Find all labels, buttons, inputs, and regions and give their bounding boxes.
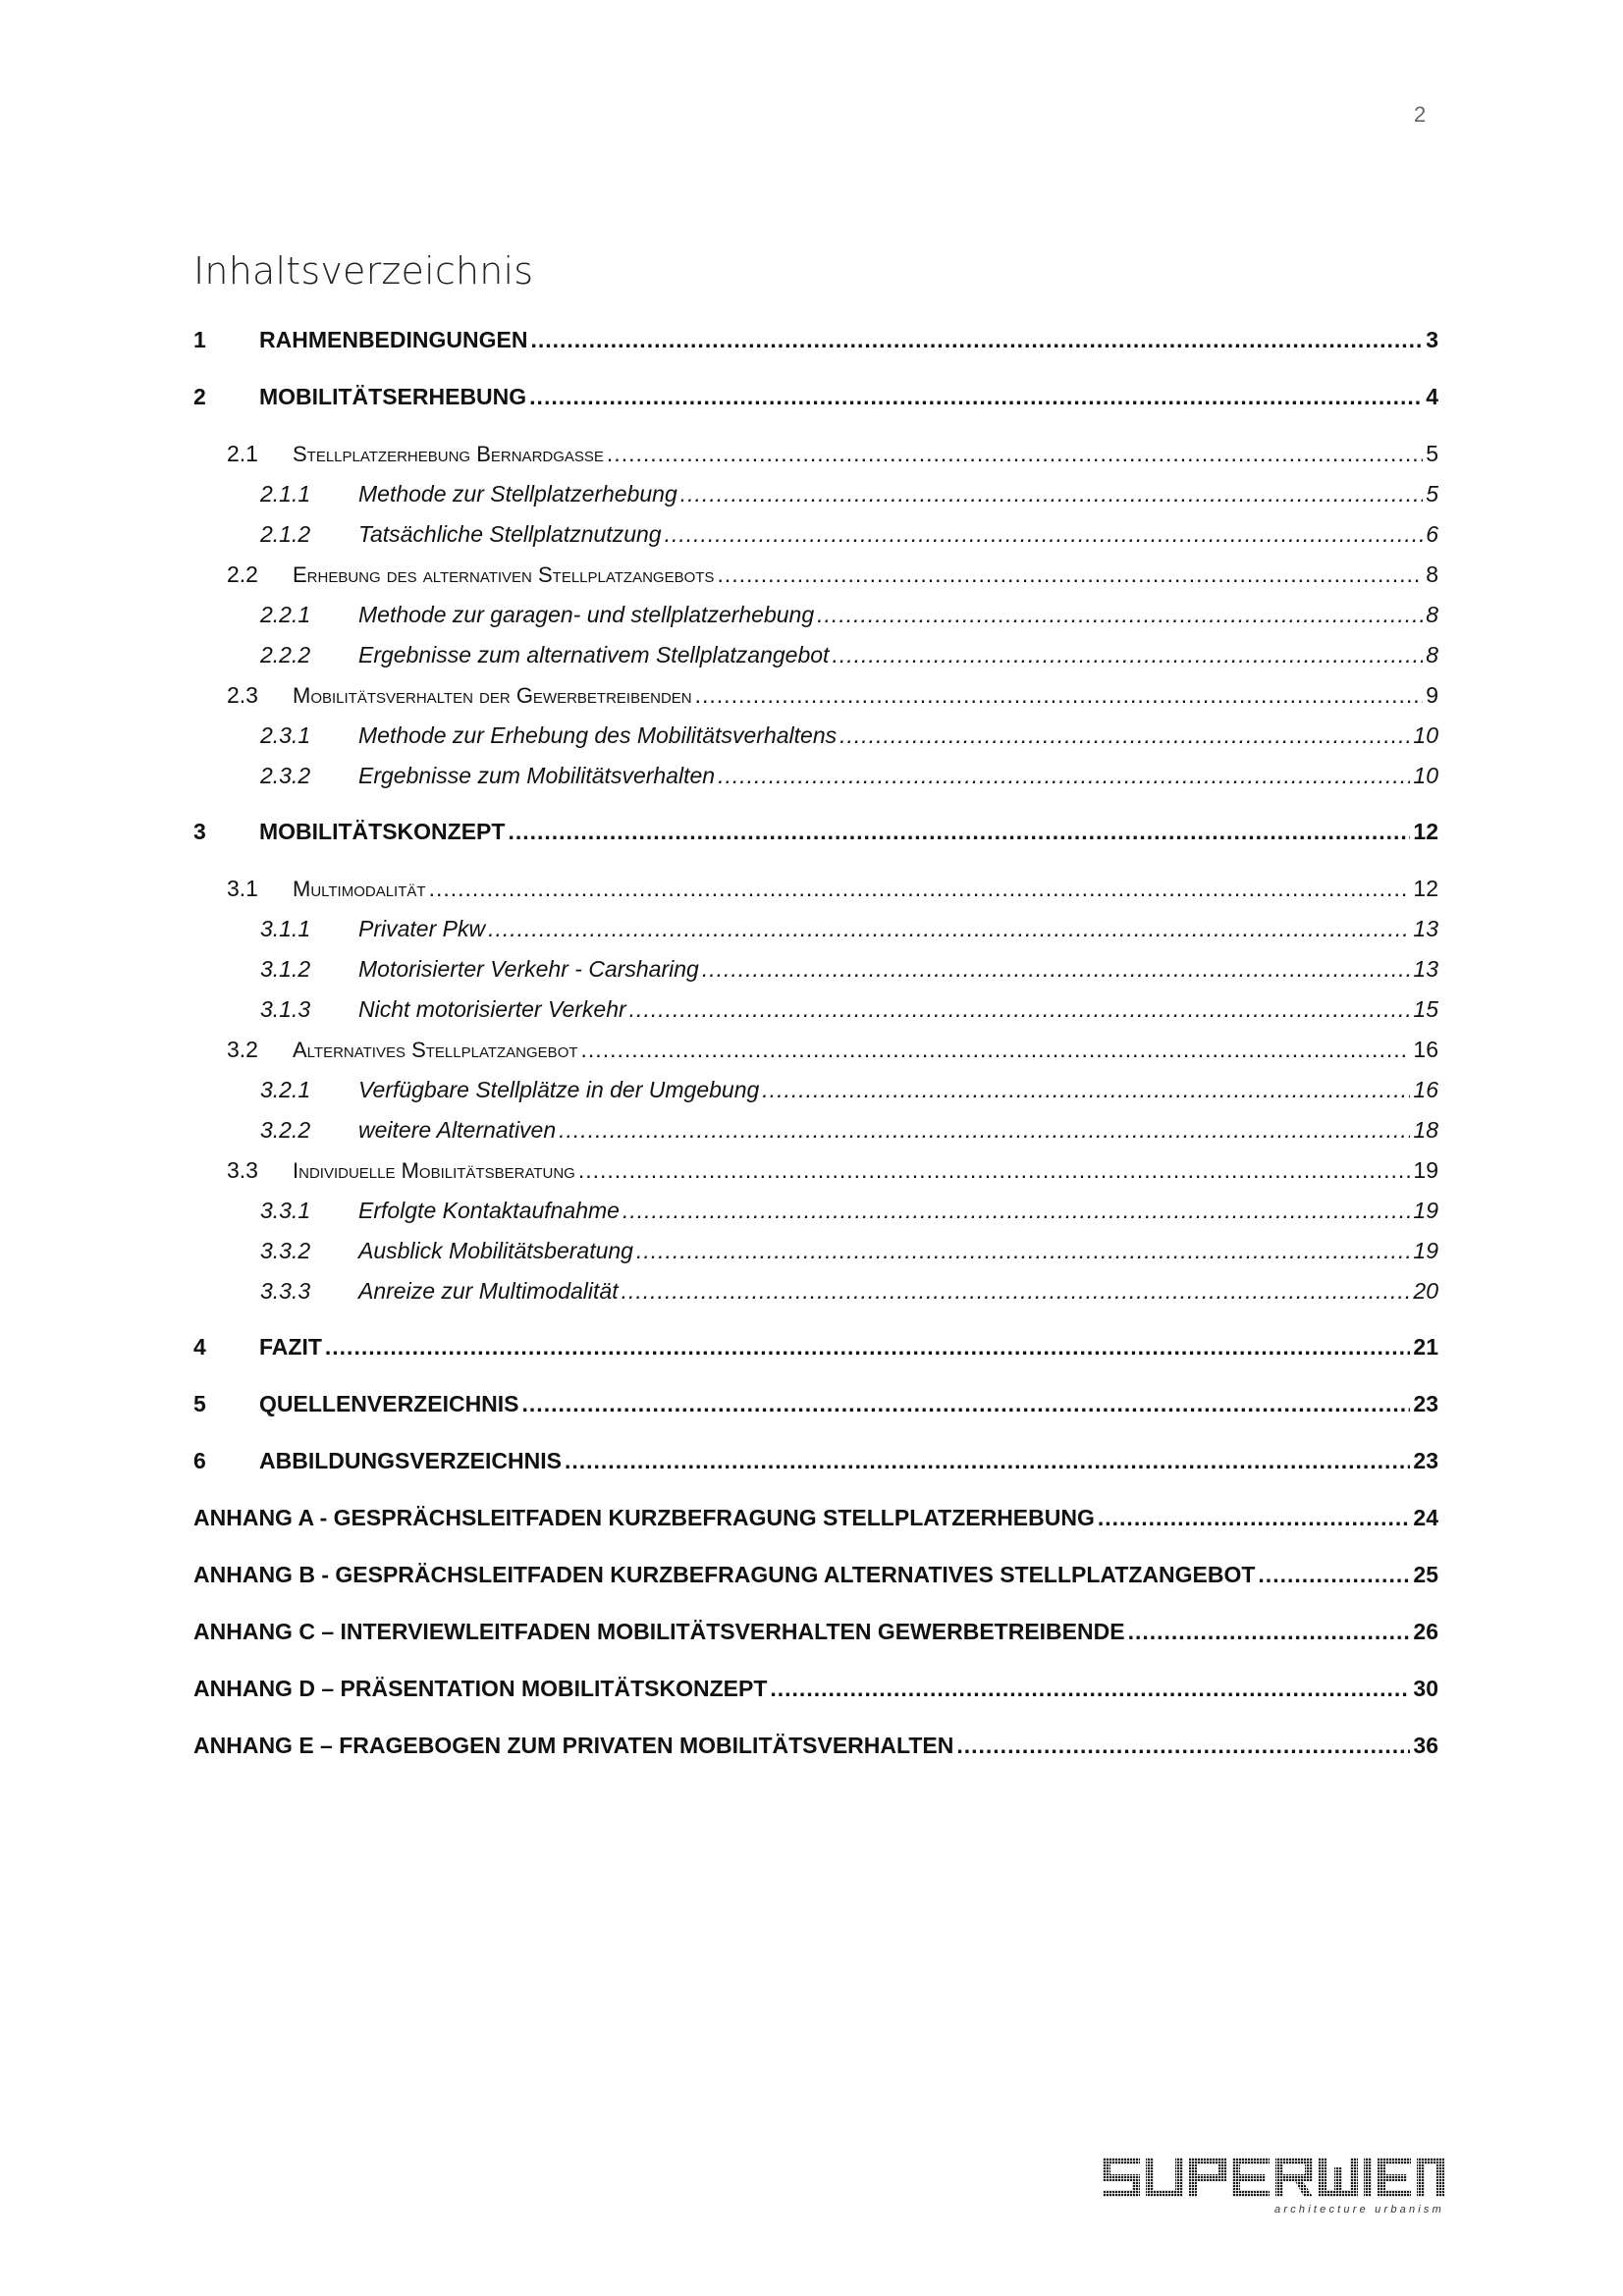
toc-entry-number: 2.3 [227,682,258,708]
toc-entry-page: 13 [1413,916,1438,941]
toc-entry-number: 6 [193,1448,206,1473]
toc-entry-number: 3.1 [227,876,258,901]
toc-entry-number: 3.1.1 [260,916,311,941]
toc-entry[interactable] [193,953,1438,985]
toc-leader-dots [832,639,1423,670]
toc-leader-dots [622,1195,1410,1226]
toc-entry[interactable] [193,1034,1438,1065]
toc-entry-title: Anreize zur Multimodalität [358,1278,619,1304]
toc-entry-title: MOBILITÄTSERHEBUNG [259,384,527,409]
toc-entry[interactable] [193,1074,1438,1105]
toc-leader-dots [817,599,1423,630]
toc-entry-title: RAHMENBEDINGUNGEN [259,327,528,352]
toc-leader-dots [581,1034,1411,1065]
toc-leader-dots [429,873,1411,904]
toc-entry-title: Alternatives Stellplatzangebot [293,1038,578,1062]
toc-entry-title: ABBILDUNGSVERZEICHNIS [259,1448,562,1473]
toc-entry-page: 18 [1413,1117,1438,1143]
toc-entry[interactable] [193,518,1438,550]
toc-entry-page: 10 [1413,722,1438,748]
toc-entry-title: Motorisierter Verkehr - Carsharing [358,956,699,982]
toc-entry-page: 12 [1413,876,1438,901]
toc-leader-dots [839,720,1410,751]
toc-entry-number: 3.2.2 [260,1117,311,1143]
toc-entry[interactable] [193,599,1438,630]
toc-entry[interactable] [193,873,1438,904]
toc-leader-dots [665,518,1424,550]
toc-entry[interactable] [193,913,1438,944]
toc-entry[interactable] [193,381,1438,412]
toc-entry-title: Methode zur Erhebung des Mobilitätsverhaltens [358,722,838,748]
toc-entry-title: Mobilitätsverhalten der Gewerbetreibenden [293,683,692,708]
toc-entry-title: Multimodalität [293,877,426,901]
toc-entry-page: 8 [1426,602,1438,627]
toc-entry-page: 19 [1413,1198,1438,1223]
toc-entry-title: ANHANG E – FRAGEBOGEN ZUM PRIVATEN MOBILITÄTSVERHALTEN [193,1733,954,1758]
toc-entry-title: Stellplatzerhebung Bernardgasse [293,442,604,466]
toc-entry-page: 3 [1426,327,1438,352]
toc-entry-page: 8 [1426,561,1438,587]
toc-entry-page: 19 [1413,1157,1438,1183]
toc-entry-page: 16 [1413,1037,1438,1062]
toc-entry-page: 20 [1413,1278,1438,1304]
toc-entry-page: 16 [1413,1077,1438,1102]
toc-entry-page: 24 [1413,1505,1438,1530]
toc-leader-dots [578,1154,1411,1186]
toc-entry-title: QUELLENVERZEICHNIS [259,1391,519,1416]
toc-entry[interactable] [193,1331,1438,1362]
toc-entry-page: 15 [1413,996,1438,1022]
toc-leader-dots [565,1445,1410,1476]
toc-leader-dots [607,438,1423,469]
toc-entry-page: 12 [1413,819,1438,844]
toc-entry-number: 3.3.2 [260,1238,311,1263]
toc-entry-number: 3.2.1 [260,1077,311,1102]
toc-entry-page: 36 [1413,1733,1438,1758]
toc-leader-dots [522,1388,1411,1419]
toc-entry-annex[interactable] [193,1673,1438,1704]
toc-leader-dots [680,478,1423,509]
toc-leader-dots [529,381,1423,412]
toc-leader-dots [1098,1502,1411,1533]
toc-entry-page: 25 [1413,1562,1438,1587]
toc-leader-dots [629,993,1411,1025]
toc-entry-title: ANHANG B - GESPRÄCHSLEITFADEN KURZBEFRAGUNG ALTERNATIVES STELLPLATZANGEBOT [193,1562,1256,1587]
toc-title: Inhaltsverzeichnis [193,249,534,293]
toc-entry-title: Privater Pkw [358,916,486,941]
toc-entry-page: 6 [1426,521,1438,547]
toc-entry-annex[interactable] [193,1559,1438,1590]
toc-entry-number: 2 [193,384,206,409]
toc-entry-title: Individuelle Mobilitätsberatung [293,1158,575,1183]
logo-tagline: architecture urbanism [1274,2204,1444,2216]
toc-entry-number: 2.2.1 [260,602,311,627]
toc-entry-number: 3 [193,819,206,844]
toc-entry-title: Tatsächliche Stellplatznutzung [358,521,662,547]
toc-entry[interactable] [193,324,1438,355]
toc-entry-number: 3.1.2 [260,956,311,982]
toc-entry-page: 19 [1413,1238,1438,1263]
toc-entry-page: 5 [1426,481,1438,507]
toc-entry-number: 3.3.1 [260,1198,311,1223]
toc-leader-dots [508,816,1410,847]
toc-entry-annex[interactable] [193,1730,1438,1761]
toc-leader-dots [488,913,1410,944]
toc-entry-number: 1 [193,327,206,352]
toc-entry-page: 8 [1426,642,1438,667]
toc-entry-number: 2.2 [227,561,258,587]
toc-entry[interactable] [193,1114,1438,1146]
toc-leader-dots [695,679,1424,711]
toc-leader-dots [325,1331,1411,1362]
toc-entry-title: MOBILITÄTSKONZEPT [259,819,506,844]
toc-entry-number: 3.3.3 [260,1278,311,1304]
toc-entry[interactable] [193,816,1438,847]
toc-entry-number: 2.3.1 [260,722,311,748]
toc-entry-title: ANHANG D – PRÄSENTATION MOBILITÄTSKONZEPT [193,1676,768,1701]
toc-entry-page: 5 [1426,441,1438,466]
toc-entry-title: Ergebnisse zum Mobilitätsverhalten [358,763,716,788]
toc-entry-title: Ausblick Mobilitätsberatung [358,1238,633,1263]
toc-entry-title: Methode zur Stellplatzerhebung [358,481,677,507]
toc-entry-title: Erfolgte Kontaktaufnahme [358,1198,620,1223]
toc-entry-number: 2.2.2 [260,642,311,667]
toc-leader-dots [559,1114,1410,1146]
toc-entry[interactable] [193,1275,1438,1307]
toc-leader-dots [636,1235,1410,1266]
superwien-logo [1101,2156,1446,2216]
toc-entry[interactable] [193,438,1438,469]
toc-entry-page: 13 [1413,956,1438,982]
toc-entry-number: 2.1.2 [260,521,311,547]
toc-entry[interactable] [193,1195,1438,1226]
toc-entry-page: 10 [1413,763,1438,788]
toc-entry-title: weitere Alternativen [358,1117,557,1143]
toc-entry-title: Verfügbare Stellplätze in der Umgebung [358,1077,760,1102]
toc-entry[interactable] [193,993,1438,1025]
toc-entry-title: FAZIT [259,1334,322,1360]
toc-entry-page: 23 [1413,1448,1438,1473]
toc-entry[interactable] [193,720,1438,751]
toc-entry-page: 26 [1413,1619,1438,1644]
toc-entry-title: Erhebung des alternativen Stellplatzangebots [293,562,715,587]
toc-leader-dots [762,1074,1410,1105]
toc-entry[interactable] [193,478,1438,509]
toc-leader-dots [956,1730,1410,1761]
toc-entry[interactable] [193,639,1438,670]
toc-entry[interactable] [193,1388,1438,1419]
toc-entry-title: Nicht motorisierter Verkehr [358,996,626,1022]
toc-leader-dots [1128,1616,1411,1647]
toc-entry-number: 2.1.1 [260,481,311,507]
toc-entry-page: 30 [1413,1676,1438,1701]
toc-leader-dots [530,324,1423,355]
toc-entry-title: Ergebnisse zum alternativem Stellplatzangebot [358,642,830,667]
toc-entry-page: 21 [1413,1334,1438,1360]
toc-entry-page: 9 [1426,682,1438,708]
toc-leader-dots [717,559,1423,590]
toc-leader-dots [1258,1559,1410,1590]
toc-leader-dots [622,1275,1411,1307]
toc-entry[interactable] [193,1445,1438,1476]
toc-entry-annex[interactable] [193,1502,1438,1533]
page-number: 2 [1414,102,1427,127]
toc-leader-dots [770,1673,1410,1704]
toc-leader-dots [702,953,1411,985]
toc-entry[interactable] [193,559,1438,590]
toc-entry-page: 4 [1426,384,1438,409]
toc-entry[interactable] [193,679,1438,711]
toc-entry-number: 4 [193,1334,206,1360]
toc-entry-number: 5 [193,1391,206,1416]
toc-entry-number: 2.1 [227,441,258,466]
toc-entry-title: ANHANG A - GESPRÄCHSLEITFADEN KURZBEFRAGUNG STELLPLATZERHEBUNG [193,1505,1095,1530]
toc-entry-page: 23 [1413,1391,1438,1416]
toc-entry-number: 3.1.3 [260,996,311,1022]
toc-entry[interactable] [193,760,1438,791]
toc-leader-dots [718,760,1410,791]
toc-entry-title: Methode zur garagen- und stellplatzerhebung [358,602,815,627]
toc-entry-number: 2.3.2 [260,763,311,788]
toc-entry-annex[interactable] [193,1616,1438,1647]
toc-entry[interactable] [193,1235,1438,1266]
toc-entry-number: 3.3 [227,1157,258,1183]
toc-entry-number: 3.2 [227,1037,258,1062]
toc-entry[interactable] [193,1154,1438,1186]
toc-entry-title: ANHANG C – INTERVIEWLEITFADEN MOBILITÄTSVERHALTEN GEWERBETREIBENDE [193,1619,1125,1644]
